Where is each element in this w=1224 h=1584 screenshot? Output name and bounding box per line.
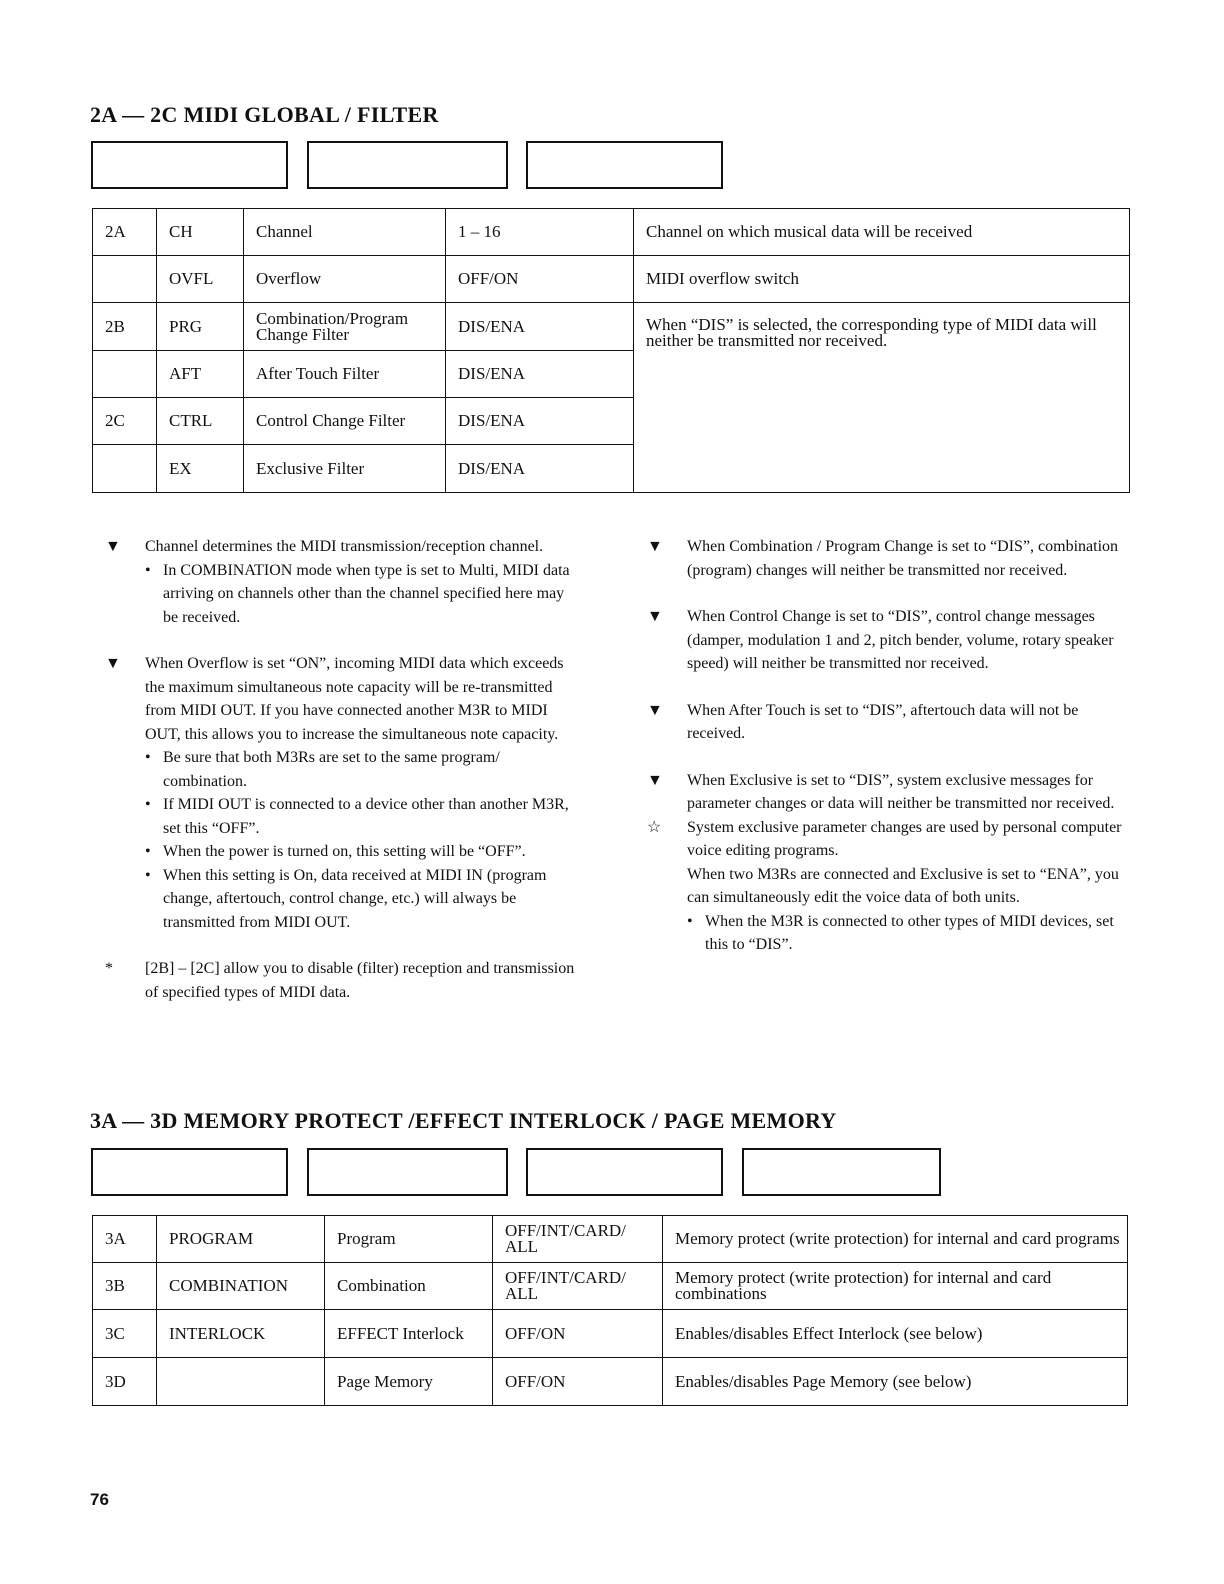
dot-bullet-icon: • [145, 796, 151, 813]
lcd-line [101, 1195, 286, 1196]
sub-note-item [105, 840, 580, 864]
lcd-display-2c [526, 141, 723, 189]
dot-bullet-icon: • [145, 866, 151, 884]
cell-name: Overflow [244, 256, 446, 303]
note-text: In COMBINATION mode when type is set to Multi, MIDI data arriving on channels other than the channel specified here may be received. [163, 561, 570, 626]
table-row [93, 1310, 1128, 1358]
note-item [105, 535, 580, 559]
note-text: Be sure that both M3Rs are set to the same program/ combination. [163, 749, 500, 790]
sub-note-item [647, 910, 1127, 957]
table-row [93, 303, 1130, 351]
cell-range: 1 – 16 [446, 209, 634, 256]
cell-abbr: COMBINATION [157, 1263, 325, 1310]
dot-bullet-icon: • [145, 843, 151, 860]
note-text: When Combination / Program Change is set to “DIS”, combination (program) changes will neither be transmitted nor received. [687, 538, 1119, 579]
cell-abbr: CH [157, 209, 244, 256]
asterisk-icon: * [105, 960, 113, 977]
lcd-display-3c [526, 1148, 723, 1196]
cell-range: OFF/ON [446, 256, 634, 303]
cell-name: Program [325, 1216, 493, 1263]
cell-name: Combination/Program Change Filter [244, 303, 446, 351]
cell-name: Page Memory [325, 1358, 493, 1406]
cell-page [93, 256, 157, 303]
cell-page: 2A [93, 209, 157, 256]
cell-abbr: INTERLOCK [157, 1310, 325, 1358]
lcd-line [752, 1195, 939, 1196]
cell-page [93, 351, 157, 398]
table-row [93, 1358, 1128, 1406]
note-text: When the M3R is connected to other types of MIDI devices, set this to “DIS”. [705, 912, 1114, 953]
lcd-display-2a [91, 141, 288, 189]
cell-abbr: CTRL [157, 398, 244, 445]
sub-note-item [105, 746, 580, 793]
lcd-display-2b [307, 141, 508, 189]
cell-name: Channel [244, 209, 446, 256]
cell-page: 2C [93, 398, 157, 445]
note-item [647, 605, 1127, 676]
cell-page [93, 445, 157, 493]
cell-page: 3B [93, 1263, 157, 1310]
note-item [647, 699, 1127, 746]
cell-range: DIS/ENA [446, 303, 634, 351]
triangle-bullet-icon: ▼ [647, 701, 663, 719]
cell-page: 3A [93, 1216, 157, 1263]
cell-range: OFF/INT/CARD/ ALL [493, 1263, 663, 1310]
cell-desc: MIDI overflow switch [634, 256, 1130, 303]
note-text: If MIDI OUT is connected to a device other than another M3R, set this “OFF”. [163, 796, 569, 837]
cell-page: 3C [93, 1310, 157, 1358]
note-item [105, 652, 580, 746]
cell-desc: Memory protect (write protection) for internal and card programs [663, 1216, 1128, 1263]
note-text: When two M3Rs are connected and Exclusive is set to “ENA”, you can simultaneously edit the voice data of both units. [687, 865, 1119, 906]
note-text: When Overflow is set “ON”, incoming MIDI data which exceeds the maximum simultaneous note capacity will be re-transmitted from MIDI OUT. If you have connected another M3R to MIDI OUT, this allows you to increase the simultaneous note capacity. [145, 655, 564, 743]
lcd-line [101, 188, 286, 189]
lcd-display-3a [91, 1148, 288, 1196]
table-row [93, 1216, 1128, 1263]
note-item [105, 957, 580, 1004]
cell-abbr: PROGRAM [157, 1216, 325, 1263]
parameter-table-memory [92, 1215, 1128, 1406]
section-heading-memory-protect: 3A — 3D MEMORY PROTECT /EFFECT INTERLOCK / PAGE MEMORY [90, 1108, 837, 1133]
cell-page: 2B [93, 303, 157, 351]
cell-range: OFF/ON [493, 1358, 663, 1406]
note-text: Channel determines the MIDI transmission/reception channel. [145, 538, 544, 555]
note-item [647, 816, 1127, 863]
cell-desc: Enables/disables Effect Interlock (see below) [663, 1310, 1128, 1358]
lcd-line [317, 188, 506, 189]
notes-right-column [647, 535, 1127, 957]
cell-abbr: PRG [157, 303, 244, 351]
note-text: System exclusive parameter changes are used by personal computer voice editing programs. [687, 818, 1122, 859]
note-text: When After Touch is set to “DIS”, aftertouch data will not be received. [687, 701, 1079, 742]
lcd-display-3d [742, 1148, 941, 1196]
table-row [93, 1263, 1128, 1310]
cell-name: Exclusive Filter [244, 445, 446, 493]
cell-name: After Touch Filter [244, 351, 446, 398]
cell-name: Control Change Filter [244, 398, 446, 445]
cell-range: DIS/ENA [446, 445, 634, 493]
cell-desc: Enables/disables Page Memory (see below) [663, 1358, 1128, 1406]
cell-abbr: OVFL [157, 256, 244, 303]
dot-bullet-icon: • [687, 912, 693, 930]
sub-note-item [105, 793, 580, 840]
note-text: [2B] – [2C] allow you to disable (filter) reception and transmission of specified types of MIDI data. [145, 960, 575, 1001]
note-item [647, 769, 1127, 816]
note-text: When this setting is On, data received at MIDI IN (program change, aftertouch, control change, etc.) will always be transmitted from MIDI OUT. [163, 866, 547, 931]
notes-left-column [105, 535, 580, 1004]
cell-page: 3D [93, 1358, 157, 1406]
cell-name: EFFECT Interlock [325, 1310, 493, 1358]
cell-desc: Memory protect (write protection) for internal and card combinations [663, 1263, 1128, 1310]
table-row [93, 256, 1130, 303]
cell-name: Combination [325, 1263, 493, 1310]
section-heading-midi-global: 2A — 2C MIDI GLOBAL / FILTER [90, 102, 439, 127]
sub-note-item [105, 864, 580, 935]
sub-note-item [105, 559, 580, 630]
cell-abbr: AFT [157, 351, 244, 398]
page-number: 76 [90, 1490, 109, 1509]
cell-abbr: EX [157, 445, 244, 493]
dot-bullet-icon: • [145, 561, 151, 579]
cell-range: DIS/ENA [446, 398, 634, 445]
parameter-table-midi [92, 208, 1130, 493]
triangle-bullet-icon: ▼ [647, 771, 663, 789]
note-text: When Exclusive is set to “DIS”, system exclusive messages for parameter changes or data will neither be transmitted nor received. [687, 771, 1115, 812]
cell-range: DIS/ENA [446, 351, 634, 398]
triangle-bullet-icon: ▼ [105, 538, 121, 555]
note-item [647, 863, 1127, 910]
lcd-line [536, 1195, 721, 1196]
cell-abbr [157, 1358, 325, 1406]
cell-range: OFF/ON [493, 1310, 663, 1358]
cell-range: OFF/INT/CARD/ ALL [493, 1216, 663, 1263]
lcd-line [536, 188, 721, 189]
dot-bullet-icon: • [145, 749, 151, 766]
triangle-bullet-icon: ▼ [647, 608, 663, 625]
cell-desc: Channel on which musical data will be received [634, 209, 1130, 256]
lcd-line [317, 1195, 506, 1196]
star-icon: ☆ [647, 818, 662, 836]
triangle-bullet-icon: ▼ [647, 538, 663, 555]
triangle-bullet-icon: ▼ [105, 655, 121, 672]
note-text: When Control Change is set to “DIS”, control change messages (damper, modulation 1 and 2, pitch bender, volume, rotary speaker speed) will neither be transmitted nor received. [687, 608, 1114, 672]
note-item [647, 535, 1127, 582]
lcd-display-3b [307, 1148, 508, 1196]
cell-desc: When “DIS” is selected, the corresponding type of MIDI data will neither be transmitted nor received. [634, 303, 1130, 493]
table-row [93, 209, 1130, 256]
note-text: When the power is turned on, this setting will be “OFF”. [163, 843, 526, 860]
